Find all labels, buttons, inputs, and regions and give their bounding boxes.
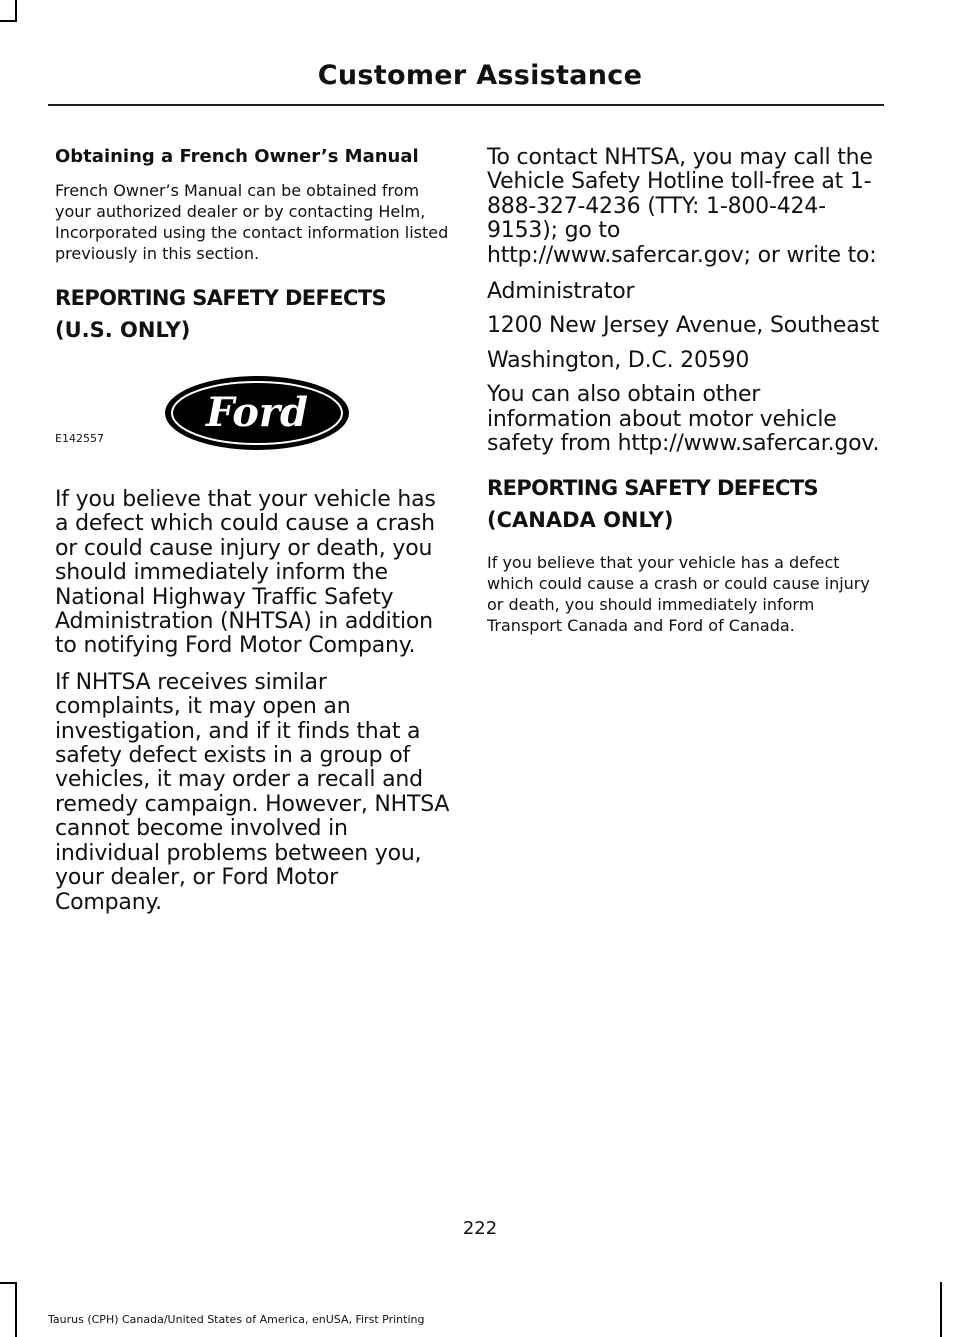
footer-text: Taurus (CPH) Canada/United States of America, enUSA, First Printing [48, 1313, 425, 1326]
figure-code: E142557 [55, 432, 104, 445]
canada-body: If you believe that your vehicle has a defect which could cause a crash or could cause injury or death, you should immediately inform Transport Canada and Ford of Canada. [487, 553, 870, 636]
page-number: 222 [462, 1218, 498, 1239]
other-info: You can also obtain other information about motor vehicle safety from http://www.safercar.gov. [487, 382, 880, 457]
right-column [487, 146, 887, 656]
french-manual-body: French Owner’s Manual can be obtained from your authorized dealer or by contacting Helm, Incorporated using the contact information listed previously in this section. [55, 181, 449, 263]
svg-text:Ford: Ford [206, 389, 308, 436]
crop-mark-bottom-left-h [0, 1282, 17, 1284]
us-safety-heading: REPORTING SAFETY DEFECTS [55, 286, 387, 310]
address-line-3: Washington, D.C. 20590 [487, 347, 750, 373]
crop-mark-bottom-right [940, 1282, 942, 1337]
address-line-1: Administrator [487, 279, 635, 305]
french-manual-heading: Obtaining a French Owner’s Manual [55, 146, 419, 167]
header-divider [48, 104, 884, 106]
crop-mark-top-left [15, 0, 17, 22]
ford-logo-figure [55, 362, 450, 464]
left-column [55, 146, 450, 927]
us-only-heading: (U.S. ONLY) [55, 318, 191, 342]
ford-logo-icon [163, 374, 351, 452]
canada-only-heading: (CANADA ONLY) [487, 508, 674, 533]
address-line-2: 1200 New Jersey Avenue, Southeast [487, 313, 880, 339]
page-title: Customer Assistance [317, 60, 643, 91]
nhtsa-contact: To contact NHTSA, you may call the Vehicle Safety Hotline toll-free at 1-888-327-4236 (TTY: 1-800-424-9153); go to http://www.safercar.gov; or write to: [487, 145, 877, 268]
crop-mark-top-left-h [0, 20, 17, 22]
us-paragraph-2: If NHTSA receives similar complaints, it may open an investigation, and if it finds that a safety defect exists in a group of vehicles, it may order a recall and remedy campaign. However, NHTSA cannot become involved in individual problems between you, your dealer, or Ford Motor Company. [55, 669, 450, 915]
crop-mark-bottom-left [15, 1282, 17, 1337]
canada-safety-heading: REPORTING SAFETY DEFECTS [487, 476, 819, 501]
us-paragraph-1: If you believe that your vehicle has a defect which could cause a crash or could cause injury or death, you should immediately inform the National Highway Traffic Safety Administration (NHTSA) in addition to notifying Ford Motor Company. [55, 487, 436, 659]
